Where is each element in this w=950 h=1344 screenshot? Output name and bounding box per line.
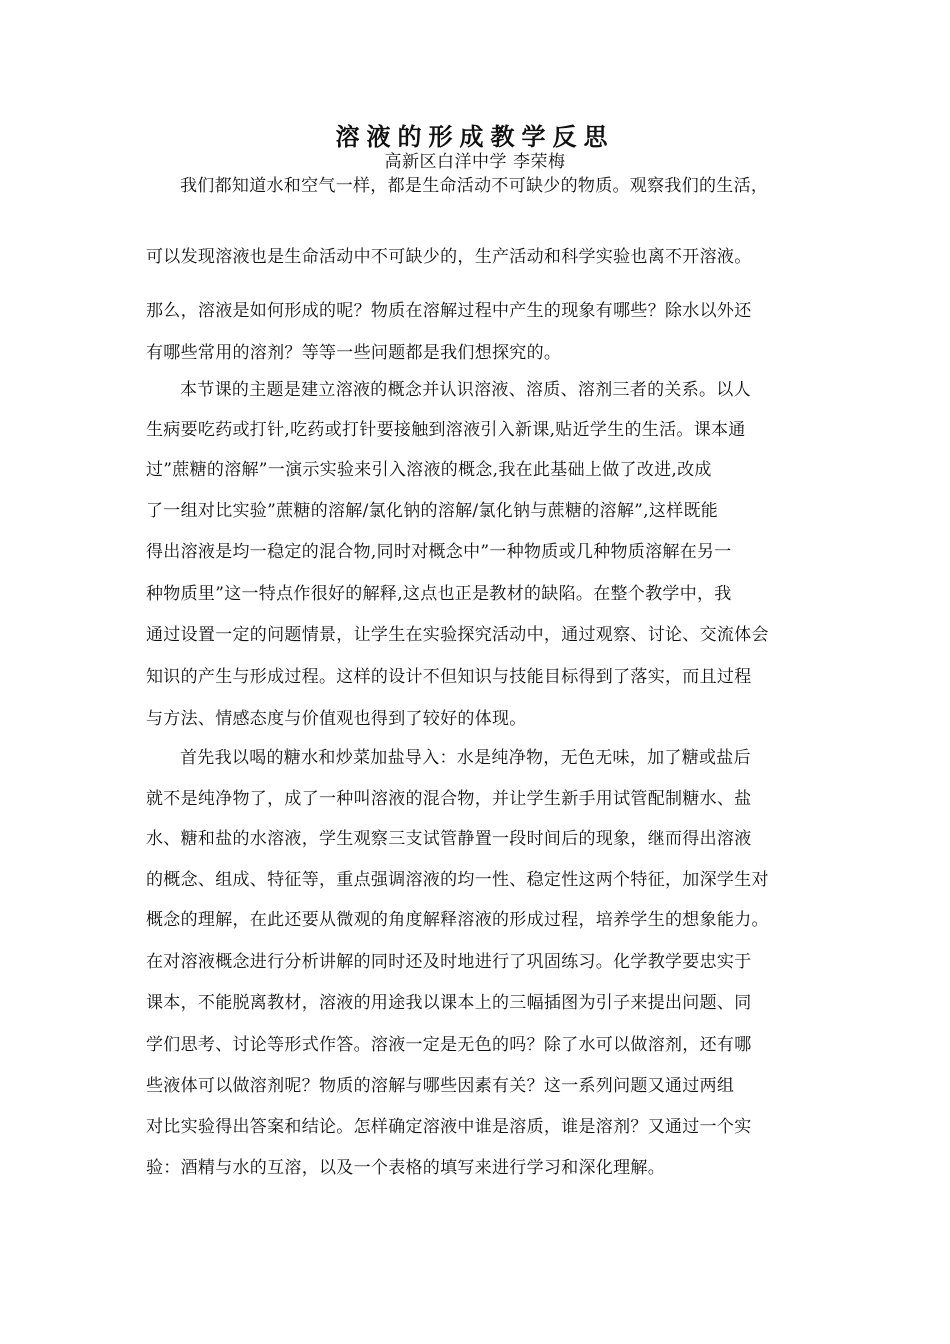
text-line: 有哪些常用的溶剂？等等一些问题都是我们想探究的。 <box>146 343 562 363</box>
text-line: 了一组对比实验”蔗糖的溶解/氯化钠的溶解/氯化钠与蔗糖的溶解”,这样既能 <box>146 501 719 521</box>
text-line: 验：酒精与水的互溶，以及一个表格的填写来进行学习和深化理解。 <box>146 1158 665 1178</box>
text-line: 学们思考、讨论等形式作答。溶液一定是无色的吗？除了水可以做溶剂，还有哪 <box>146 1035 752 1055</box>
text-line: 些液体可以做溶剂呢？物质的溶解与哪些因素有关？这一系列问题又通过两组 <box>146 1076 735 1096</box>
text-line: 那么，溶液是如何形成的呢？物质在溶解过程中产生的现象有哪些？除水以外还 <box>146 301 752 321</box>
text-line: 本节课的主题是建立溶液的概念并认识溶液、溶质、溶剂三者的关系。以人 <box>180 380 751 400</box>
text-line: 可以发现溶液也是生命活动中不可缺少的，生产活动和科学实验也离不开溶液。 <box>146 247 752 267</box>
text-line: 我们都知道水和空气一样，都是生命活动不可缺少的物质。观察我们的生活， <box>180 176 769 196</box>
text-line: 就不是纯净物了，成了一种叫溶液的混合物，并让学生新手用试管配制糖水、盐 <box>146 789 752 809</box>
text-line: 首先我以喝的糖水和炒菜加盐导入：水是纯净物，无色无味，加了糖或盐后 <box>180 748 751 768</box>
document-author: 高新区白洋中学 李荣梅 <box>384 152 566 172</box>
text-line: 概念的理解，在此还要从微观的角度解释溶液的形成过程，培养学生的想象能力。 <box>146 910 769 930</box>
text-line: 水、糖和盐的水溶液，学生观察三支试管静置一段时间后的现象，继而得出溶液 <box>146 829 752 849</box>
text-line: 过”蔗糖的溶解”一演示实验来引入溶液的概念,我在此基础上做了改进,改成 <box>146 460 712 480</box>
text-line: 对比实验得出答案和结论。怎样确定溶液中谁是溶质，谁是溶剂？又通过一个实 <box>146 1117 752 1137</box>
text-line: 的概念、组成、特征等，重点强调溶液的均一性、稳定性这两个特征，加深学生对 <box>146 870 769 890</box>
text-line: 生病要吃药或打针,吃药或打针要接触到溶液引入新课,贴近学生的生活。课本通 <box>146 420 746 440</box>
text-line: 种物质里”这一特点作很好的解释,这点也正是教材的缺陷。在整个教学中，我 <box>146 584 732 604</box>
text-line: 课本，不能脱离教材，溶液的用途我以课本上的三幅插图为引子来提出问题、同 <box>146 993 752 1013</box>
document-title: 溶液的形成教学反思 <box>335 122 615 151</box>
text-line: 得出溶液是均一稳定的混合物,同时对概念中”一种物质或几种物质溶解在另一 <box>146 542 732 562</box>
text-line: 通过设置一定的问题情景，让学生在实验探究活动中，通过观察、讨论、交流体会 <box>146 625 769 645</box>
text-line: 在对溶液概念进行分析讲解的同时还及时地进行了巩固练习。化学教学要忠实于 <box>146 952 752 972</box>
text-line: 与方法、情感态度与价值观也得到了较好的体现。 <box>146 709 527 729</box>
text-line: 知识的产生与形成过程。这样的设计不但知识与技能目标得到了落实，而且过程 <box>146 667 752 687</box>
